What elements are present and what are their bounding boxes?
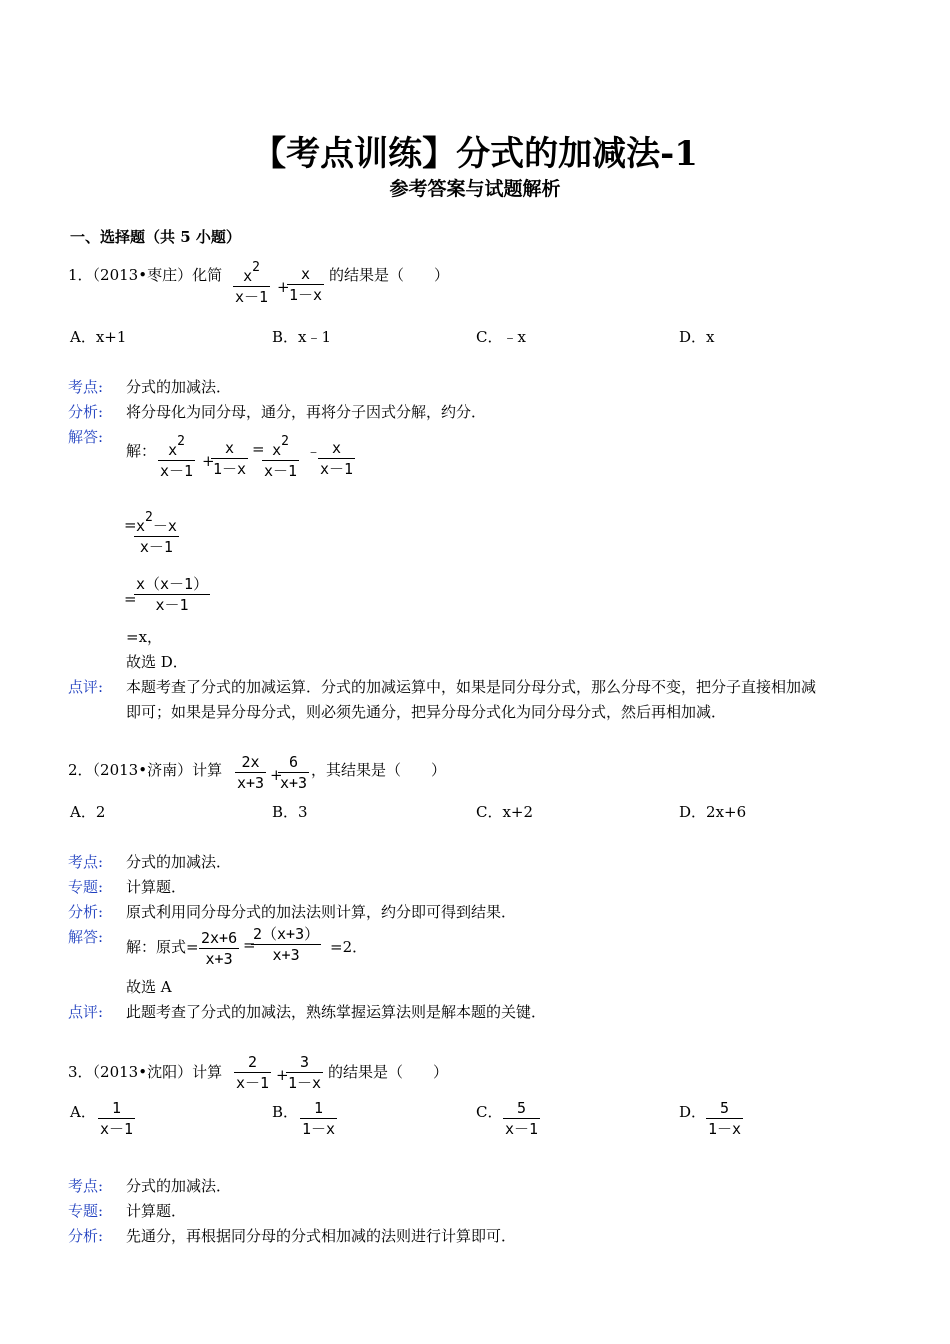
q2-kaodian-label: 考点: (68, 853, 104, 871)
q2-zhuanti-label: 专题: (68, 878, 104, 896)
q3-fenxi-text: 先通分，再根据同分母的分式相加减的法则进行计算即可． (126, 1227, 517, 1245)
q1-jieda-label: 解答: (68, 428, 104, 446)
q3-kaodian-text: 分式的加减法． (126, 1177, 232, 1195)
q3-option-c-fraction[interactable]: $\frac{5}{x-1}$ (505, 1099, 539, 1138)
q3-zhuanti-label: 专题: (68, 1202, 104, 1220)
q2-jieda-label: 解答: (68, 928, 104, 946)
q1-dianping-label: 点评: (68, 678, 104, 696)
q2-zhuanti-text: 计算题． (126, 878, 187, 896)
q2-solve-prefix: 解：原式= (126, 938, 199, 956)
q1-fenxi-text: 将分母化为同分母，通分，再将分子因式分解，约分． (126, 403, 487, 421)
q1-stem-suffix: 的结果是（ ） (329, 266, 450, 284)
q1-stem-prefix: 1．（2013•枣庄）化简 (68, 266, 223, 284)
q1-step-fraction-2: $\frac{x}{1-x}$ (213, 439, 247, 478)
q3-option-d-fraction[interactable]: $\frac{5}{1-x}$ (708, 1099, 742, 1138)
q3-option-b-fraction[interactable]: $\frac{1}{1-x}$ (302, 1099, 336, 1138)
page-subtitle: 参考答案与试题解析 (389, 178, 561, 200)
q1-step-fraction-5: $\frac{x^2-x}{x-1}$ (136, 510, 177, 556)
q2-option-a[interactable]: A．2 (70, 803, 106, 821)
section-heading: 一、选择题（共 5 小题） (70, 228, 241, 246)
q1-option-b[interactable]: B．x﹣1 (272, 328, 332, 346)
q3-fenxi-label: 分析: (68, 1227, 104, 1245)
q2-kaodian-text: 分式的加减法． (126, 853, 232, 871)
q1-result: =x， (126, 628, 163, 646)
q1-option-d[interactable]: D．x (679, 328, 715, 346)
q1-fraction-2: $\frac{x}{1-x}$ (289, 265, 323, 304)
q2-dianping-label: 点评: (68, 1003, 104, 1021)
q3-option-a-label[interactable]: A． (70, 1103, 96, 1121)
q3-stem-prefix: 3．（2013•沈阳）计算 (68, 1063, 223, 1081)
q1-kaodian-text: 分式的加减法． (126, 378, 232, 396)
q1-option-a[interactable]: A．x+1 (70, 328, 127, 346)
q3-zhuanti-text: 计算题． (126, 1202, 187, 1220)
q1-step-fraction-6: $\frac{x(x-1)}{x-1}$ (136, 575, 209, 614)
q1-option-c[interactable]: C．﹣x (476, 328, 526, 346)
q2-step-fraction-1: $\frac{2x+6}{x+3}$ (201, 929, 238, 968)
q3-fraction-2: $\frac{3}{1-x}$ (288, 1053, 322, 1092)
q1-solve-prefix: 解： (126, 442, 157, 460)
q1-fraction-1: $\frac{x^2}{x-1}$ (235, 260, 269, 306)
q2-fenxi-label: 分析: (68, 903, 104, 921)
q3-stem-suffix: 的结果是（ ） (328, 1063, 449, 1081)
q2-dianping-text: 此题考查了分式的加减法，熟练掌握运算法则是解本题的关键． (126, 1003, 547, 1021)
q1-step-fraction-3: $\frac{x^2}{x-1}$ (264, 434, 298, 480)
q2-fraction-2: $\frac{6}{x+3}$ (280, 753, 308, 792)
q2-stem-prefix: 2．（2013•济南）计算 (68, 761, 223, 779)
q2-option-d[interactable]: D．2x+6 (679, 803, 747, 821)
q2-fenxi-text: 原式利用同分母分式的加法法则计算，约分即可得到结果． (126, 903, 517, 921)
q2-option-c[interactable]: C．x+2 (476, 803, 534, 821)
q3-kaodian-label: 考点: (68, 1177, 104, 1195)
page-title: 【考点训练】分式的加减法-1 (252, 134, 698, 174)
q3-option-d-label[interactable]: D． (679, 1103, 707, 1121)
q3-fraction-1: $\frac{2}{x-1}$ (236, 1053, 270, 1092)
q2-fraction-1: $\frac{2x}{x+3}$ (237, 753, 265, 792)
q1-fenxi-label: 分析: (68, 403, 104, 421)
q1-dianping-line-1: 本题考查了分式的加减运算．分式的加减运算中，如果是同分母分式，那么分母不变，把分子直接相加减 (126, 678, 817, 696)
q2-choose: 故选 A (126, 978, 172, 996)
q2-result: =2． (330, 938, 368, 956)
q3-option-b-label[interactable]: B． (272, 1103, 299, 1121)
q1-step-fraction-1: $\frac{x^2}{x-1}$ (160, 434, 194, 480)
q1-choose: 故选 D． (126, 653, 188, 671)
q1-kaodian-label: 考点: (68, 378, 104, 396)
q3-option-c-label[interactable]: C． (476, 1103, 503, 1121)
q2-stem-suffix: ，其结果是（ ） (311, 761, 447, 779)
q1-step-fraction-4: $\frac{x}{x-1}$ (320, 439, 354, 478)
q2-step-fraction-2: $\frac{2(x+3)}{x+3}$ (253, 925, 320, 964)
q2-option-b[interactable]: B．3 (272, 803, 308, 821)
q1-dianping-line-2: 即可；如果是异分母分式，则必须先通分，把异分母分式化为同分母分式，然后再相加减． (126, 703, 727, 721)
q3-option-a-fraction[interactable]: $\frac{1}{x-1}$ (100, 1099, 134, 1138)
